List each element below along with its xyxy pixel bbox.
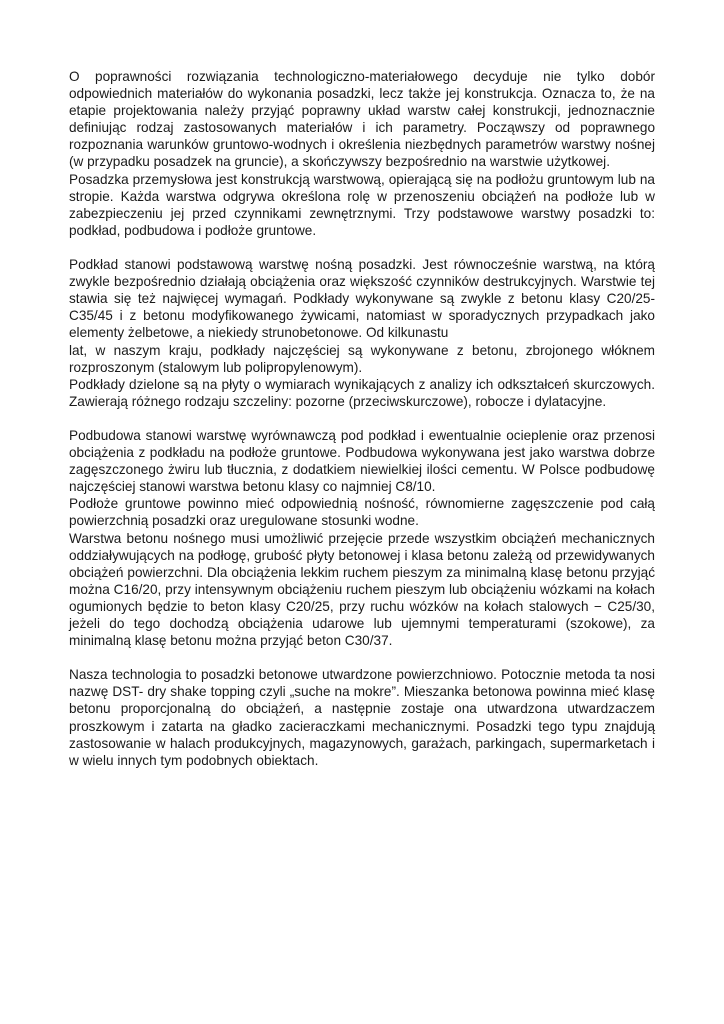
paragraph-beton-nosny: Warstwa betonu nośnego musi umożliwić przejęcie przede wszystkim obciążeń mechanicznych oddziaływujących na podłogę, grubość płyty betonowej i klasa betonu zależą od przewidywanych obciążeń powierzchni. Dla obciążenia lekkim ruchem pieszym za minimalną klasę betonu przyjąć można C16/20, przy intensywnym obciążeniu ruchem pieszym lub obciążeniu wózkami na kołach ogumionych będzie to beton klasy C20/25, przy ruchu wózków na kołach stalowych − C25/30, jeżeli do tego dochodzą obciążenia udarowe lub ujemnymi temperaturami (szokowe), za minimalną klasę betonu można przyjąć beton C30/37. — [69, 530, 655, 649]
paragraph-podklad: Podkład stanowi podstawową warstwę nośną posadzki. Jest równocześnie warstwą, na którą zwykle bezpośrednio działają obciążenia oraz większość czynników destrukcyjnych. Warstwie tej stawia się też najwięcej wymagań. Podkłady wykonywane są zwykle z betonu klasy C20/25-C35/45 i z betonu modyfikowanego żywicami, natomiast w sporadycznych przypadkach jako elementy żelbetowe, a niekiedy strunobetonowe. Od kilkunastu — [69, 257, 655, 341]
paragraph-intro: O poprawności rozwiązania technologiczno-materiałowego decyduje nie tylko dobór odpowiednich materiałów do wykonania posadzki, lecz także jej konstrukcja. Oznacza to, że na etapie projektowania należy przyjąć poprawny układ warstw całej konstrukcji, jednoznacznie definiując rodzaj zastosowanych materiałów i ich parametry. Począwszy od poprawnego rozpoznania warunków gruntowo-wodnych i określenia niezbędnych parametrów warstwy nośnej (w przypadku posadzek na gruncie), a skończywszy bezpośrednio na warstwie użytkowej. — [69, 69, 655, 170]
document-body — [69, 68, 655, 769]
paragraph-spacer — [69, 239, 655, 256]
paragraph-podloze: Podłoże gruntowe powinno mieć odpowiednią nośność, równomierne zagęszczenie pod całą powierzchnią posadzki oraz uregulowane stosunki wodne. — [69, 496, 655, 529]
paragraph-podklad-continued: lat, w naszym kraju, podkłady najczęściej są wykonywane z betonu, zbrojonego włóknem rozproszonym (stalowym lub polipropylenowym). — [69, 342, 655, 375]
paragraph-industrial-floor: Posadzka przemysłowa jest konstrukcją warstwową, opierającą się na podłożu gruntowym lub na stropie. Każda warstwa odgrywa określona rolę w przenoszeniu obciążeń na podłoże lub w zabezpieczeniu jej przed czynnikami zewnętrznymi. Trzy podstawowe warstwy posadzki to: podkład, podbudowa i podłoże gruntowe. — [69, 171, 655, 238]
paragraph-technologia: Nasza technologia to posadzki betonowe utwardzone powierzchniowo. Potocznie metoda ta nosi nazwę DST- dry shake topping czyli „suche na mokre”. Mieszanka betonowa powinna mieć klasę betonu proporcjonalną do obciążeń, a następnie zostaje ona utwardzona utwardzaczem proszkowym i zatarta na gładko zacieraczkami mechanicznymi. Posadzki tego typu znajdują zastosowanie w halach produkcyjnych, magazynowych, garażach, parkingach, supermarketach i w wielu innych tym podobnych obiektach. — [69, 667, 655, 768]
paragraph-podbudowa: Podbudowa stanowi warstwę wyrównawczą pod podkład i ewentualnie ocieplenie oraz przenosi obciążenia z podkładu na podłoże gruntowe. Podbudowa wykonywana jest jako warstwa dobrze zagęszczonego żwiru lub tłucznia, z dodatkiem niewielkiej ilości cementu. W Polsce podbudowę najczęściej stanowi warstwa betonu klasy co najmniej C8/10. — [69, 427, 655, 495]
paragraph-spacer — [69, 410, 655, 427]
paragraph-podklady-plyty: Podkłady dzielone są na płyty o wymiarach wynikających z analizy ich odkształceń skurczowych. Zawierają różnego rodzaju szczeliny: pozorne (przeciwskurczowe), robocze i dylatacyjne. — [69, 376, 655, 409]
paragraph-spacer — [69, 649, 655, 666]
